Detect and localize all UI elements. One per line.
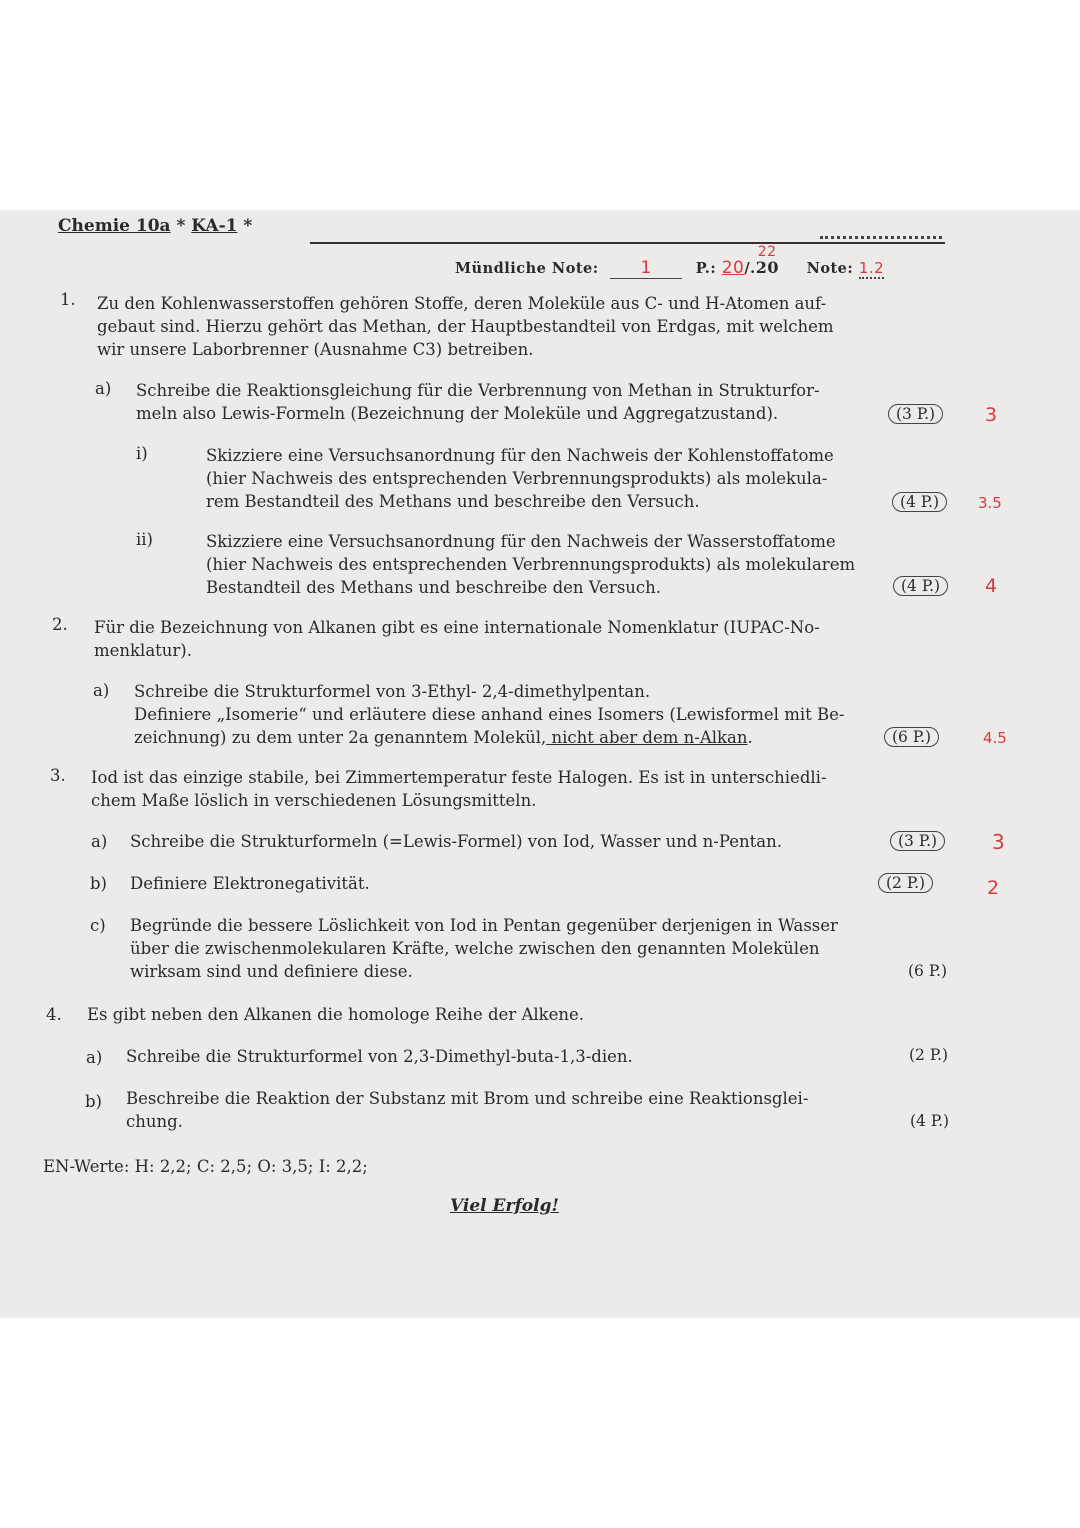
oral-grade-label: Mündliche Note: xyxy=(455,260,599,277)
task-1i-points: (4 P.) xyxy=(892,492,947,512)
task-3-intro-line: chem Maße löslich in verschiedenen Lösungsmitteln. xyxy=(91,791,537,810)
task-2-intro xyxy=(94,616,820,662)
task-2-intro-line: menklatur). xyxy=(94,641,192,660)
task-2a-text xyxy=(134,680,844,749)
task-1a-line: Schreibe die Reaktionsgleichung für die Verbrennung von Methan in Strukturfor- xyxy=(136,381,820,400)
oral-grade-value: 1 xyxy=(640,258,652,278)
task-1ii-line: (hier Nachweis des entsprechenden Verbrennungsprodukts) als molekularem xyxy=(206,555,856,574)
title-separator: * xyxy=(176,216,186,236)
task-1ii-line: Skizziere eine Versuchsanordnung für den Nachweis der Wasserstoffatome xyxy=(206,532,836,551)
task-1ii-label: ii) xyxy=(136,530,153,549)
task-4b-text xyxy=(126,1087,808,1133)
task-3-intro-line: Iod ist das einzige stabile, bei Zimmertemperatur feste Halogen. Es ist in unterschiedli- xyxy=(91,768,827,787)
task-3c-points: (6 P.) xyxy=(908,962,948,980)
task-3a-label: a) xyxy=(91,832,108,851)
task-1-intro-line: wir unsere Laborbrenner (Ausnahme C3) betreiben. xyxy=(97,340,534,359)
grade-line xyxy=(455,244,885,279)
en-values: EN-Werte: H: 2,2; C: 2,5; O: 3,5; I: 2,2; xyxy=(43,1157,368,1176)
oral-grade-field xyxy=(610,258,682,279)
points-value: 20 xyxy=(721,258,745,278)
task-1ii-score: 4 xyxy=(985,575,998,597)
task-3b-text: Definiere Elektronegativität. xyxy=(130,874,370,893)
task-1a-points: (3 P.) xyxy=(888,404,943,424)
task-1ii-points: (4 P.) xyxy=(893,576,948,596)
task-4b-line: Beschreibe die Reaktion der Substanz mit Brom und schreibe eine Reaktionsglei- xyxy=(126,1089,809,1108)
task-3b-points: (2 P.) xyxy=(878,873,933,893)
task-4-number: 4. xyxy=(46,1005,62,1024)
task-3b-label: b) xyxy=(90,874,107,893)
task-3a-text: Schreibe die Strukturformeln (=Lewis-Formel) von Iod, Wasser und n-Pentan. xyxy=(130,832,782,851)
task-2a-line: Definiere „Isomerie“ und erläutere diese anhand eines Isomers (Lewisformel mit Be- xyxy=(134,705,845,724)
task-3c-label: c) xyxy=(90,916,106,935)
points-separator: /. xyxy=(744,260,756,277)
task-2-intro-line: Für die Bezeichnung von Alkanen gibt es eine internationale Nomenklatur (IUPAC-No- xyxy=(94,618,820,637)
task-3b-score: 2 xyxy=(987,877,1000,899)
task-4b-line: chung. xyxy=(126,1112,183,1131)
task-3a-points: (3 P.) xyxy=(890,831,945,851)
points-label: P.: xyxy=(695,260,717,277)
title-separator: * xyxy=(243,216,253,236)
task-1i-line: (hier Nachweis des entsprechenden Verbrennungsprodukts) als molekula- xyxy=(206,469,828,488)
task-1ii-text xyxy=(206,530,855,599)
title-exam-id: KA-1 xyxy=(191,216,238,236)
task-1a-score: 3 xyxy=(985,404,998,426)
task-1i-label: i) xyxy=(136,444,148,463)
task-3a-score: 3 xyxy=(992,830,1005,854)
task-2a-line3-start: zeichnung) zu dem unter 2a genanntem Molekül, xyxy=(134,728,547,747)
points-max: 20 xyxy=(755,258,779,277)
task-3c-line: Begründe die bessere Löslichkeit von Iod in Pentan gegenüber derjenigen in Wasser xyxy=(130,916,838,935)
task-4a-text: Schreibe die Strukturformel von 2,3-Dimethyl-buta-1,3-dien. xyxy=(126,1047,633,1066)
task-3-number: 3. xyxy=(50,766,66,785)
exam-title xyxy=(58,216,252,236)
task-4-intro: Es gibt neben den Alkanen die homologe Reihe der Alkene. xyxy=(87,1005,585,1024)
task-1i-line: Skizziere eine Versuchsanordnung für den Nachweis der Kohlenstoffatome xyxy=(206,446,834,465)
task-1i-score: 3.5 xyxy=(978,494,1002,512)
task-3c-text xyxy=(130,914,838,983)
task-3-intro xyxy=(91,766,827,812)
task-4b-points: (4 P.) xyxy=(910,1112,950,1130)
name-dotted-line xyxy=(820,230,942,239)
title-subject: Chemie 10a xyxy=(58,216,171,236)
task-2a-line: Schreibe die Strukturformel von 3-Ethyl- 2,4-dimethylpentan. xyxy=(134,682,651,701)
task-1-number: 1. xyxy=(60,290,76,309)
exam-sheet xyxy=(0,210,1080,1318)
grade-value: 1.2 xyxy=(858,259,885,277)
task-1i-line: rem Bestandteil des Methans und beschreibe den Versuch. xyxy=(206,492,700,511)
task-1a-line: meln also Lewis-Formeln (Bezeichnung der Moleküle und Aggregatzustand). xyxy=(136,404,779,423)
grade-label: Note: xyxy=(806,260,854,277)
task-2a-line xyxy=(134,726,844,749)
closing-text: Viel Erfolg! xyxy=(450,1196,559,1216)
task-4b-label: b) xyxy=(85,1092,102,1111)
task-2a-line3-underlined: nicht aber dem n-Alkan xyxy=(546,728,748,747)
task-1-intro-line: gebaut sind. Hierzu gehört das Methan, der Hauptbestandteil von Erdgas, mit welchem xyxy=(97,317,834,336)
points-corrected: 22 xyxy=(757,244,777,260)
header-rule xyxy=(310,242,945,244)
task-1-intro-line: Zu den Kohlenwasserstoffen gehören Stoffe, deren Moleküle aus C- und H-Atomen auf- xyxy=(97,294,827,313)
task-1i-text xyxy=(206,444,834,513)
task-2a-score: 4.5 xyxy=(983,729,1007,747)
task-1a-text xyxy=(136,379,820,425)
task-4a-points: (2 P.) xyxy=(909,1046,949,1064)
task-1a-label: a) xyxy=(95,379,112,398)
task-2-number: 2. xyxy=(52,615,68,634)
task-4a-label: a) xyxy=(86,1048,103,1067)
task-2a-points: (6 P.) xyxy=(884,727,939,747)
task-1ii-line: Bestandteil des Methans und beschreibe den Versuch. xyxy=(206,578,662,597)
task-3c-line: über die zwischenmolekularen Kräfte, welche zwischen den genannten Molekülen xyxy=(130,939,820,958)
task-2a-label: a) xyxy=(93,681,110,700)
task-3c-line: wirksam sind und definiere diese. xyxy=(130,962,413,981)
task-2a-line3-end: . xyxy=(747,728,753,747)
task-1-intro xyxy=(97,292,834,361)
